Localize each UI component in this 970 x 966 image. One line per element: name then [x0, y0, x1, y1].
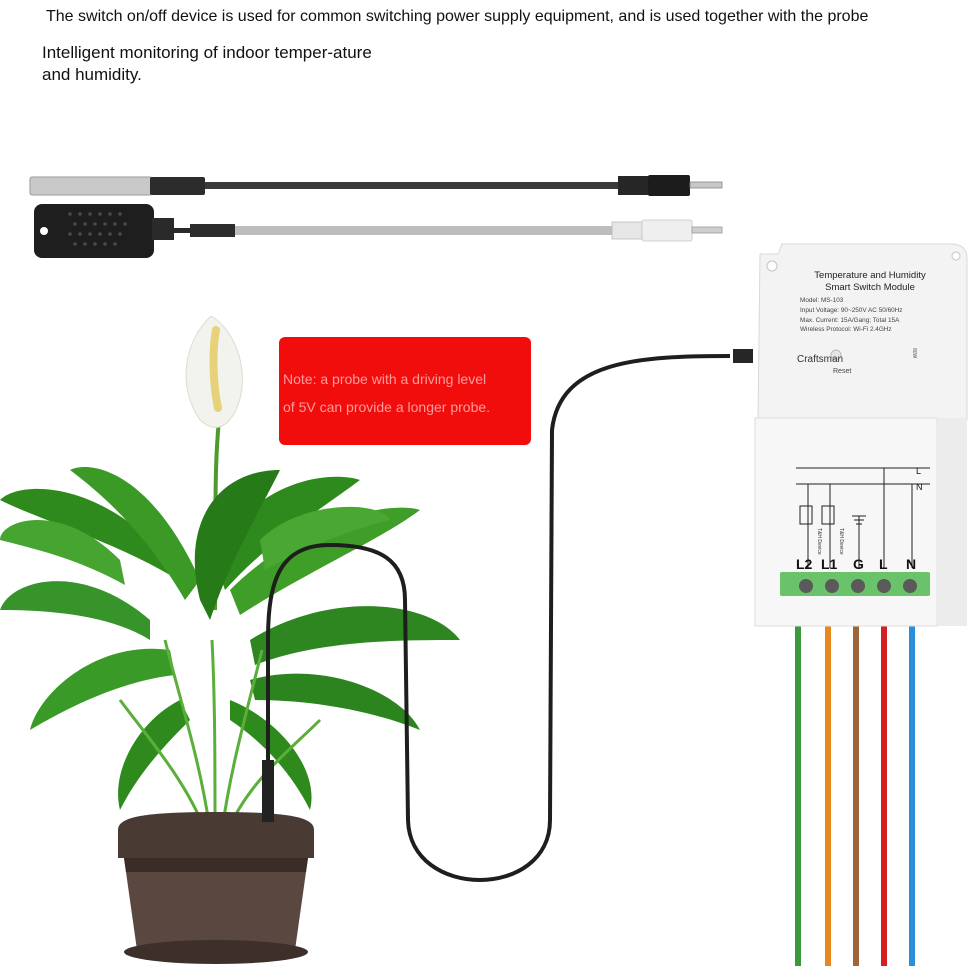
spec-voltage: Input Voltage: 90~250V AC 50/60Hz	[800, 306, 903, 314]
terminal-label-l2: L2	[796, 556, 813, 572]
module-title	[800, 270, 940, 294]
terminal-label-l1: L1	[821, 556, 838, 572]
module-title-line-2: Smart Switch Module	[825, 282, 915, 293]
note-line-1: Note: a probe with a driving level	[283, 371, 487, 387]
spec-protocol: Wireless Protocol: Wi-Fi 2.4GHz	[800, 326, 892, 334]
note-line-2: of 5V can provide a longer probe.	[283, 399, 491, 415]
rod-probe-cable	[30, 175, 722, 196]
rail-label-n: N	[916, 482, 923, 492]
spec-model: Model: MS-103	[800, 297, 844, 304]
device-label-1: T&H Device	[816, 528, 822, 555]
module-specs	[800, 296, 940, 335]
module-side-text: 80W	[911, 348, 917, 359]
brand-label: Craftsman	[797, 354, 844, 365]
terminal-label-l: L	[879, 556, 888, 572]
power-wires	[798, 600, 912, 966]
module-title-line-1: Temperature and Humidity	[814, 270, 926, 281]
headline: The switch on/off device is used for common switching power supply equipment, and is used together with the probe	[46, 8, 869, 25]
terminal-label-n: N	[906, 556, 917, 572]
flower-pot	[118, 812, 314, 964]
note-callout	[279, 337, 531, 445]
rail-label-l: L	[916, 466, 922, 476]
spec-current: Max. Current: 15A/Gang; Total 15A	[800, 316, 900, 324]
terminal-label-g: G	[853, 556, 864, 572]
square-probe-cable	[34, 204, 722, 258]
reset-button[interactable]: Reset	[833, 368, 852, 375]
subheadline: Intelligent monitoring of indoor temper-ature and humidity.	[42, 43, 372, 84]
device-label-2: T&H Device	[838, 528, 844, 555]
